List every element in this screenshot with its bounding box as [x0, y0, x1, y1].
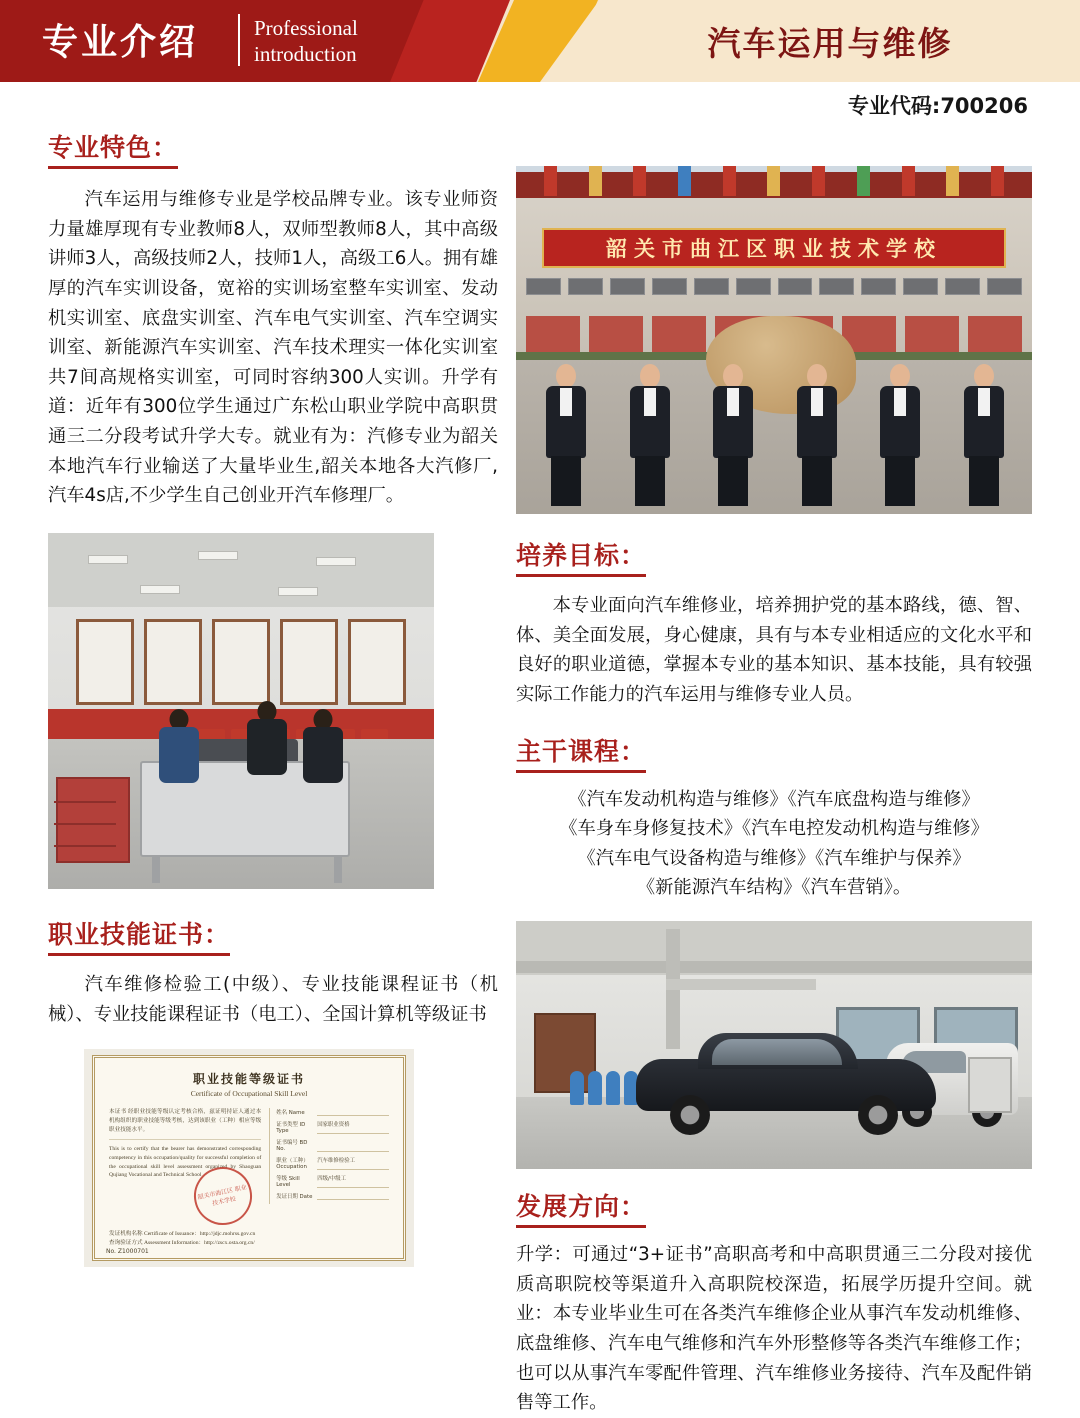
auto-repair-bay-photo [516, 921, 1032, 1169]
certificate-field [276, 1108, 389, 1116]
workshop-training-photo [48, 533, 434, 889]
certificate-seal: 韶关市曲江区 职业技术学校 [189, 1162, 258, 1231]
course-line: 《汽车电气设备构造与维修》《汽车维护与保养》 [577, 847, 971, 869]
certificate-field-label: 证书类型 ID Type [276, 1122, 306, 1135]
header-title-cn: 专业介绍 [42, 22, 199, 63]
person [872, 362, 928, 514]
certificates-heading: 职业技能证书： [48, 915, 230, 956]
school-name-text: 韶关市曲江区职业技术学校 [606, 237, 942, 261]
certificate-title: 职业技能等级证书 [192, 1072, 305, 1087]
certificate-footer-1: 发证机构名称 Certificate of Issuance：http://jdjc.mohrss.gov.cn [109, 1231, 256, 1238]
certificate-paragraph-en: This is to certify that the bearer has demonstrated corresponding competency in this occupation/quality for successful completion of the occupational skill level assessment organized by Shaoguan Qujiang Vocational and Technical School [109, 1146, 262, 1179]
development-body: 升学：可通过“3+证书”高职高考和中高职贯通三二分段对接优质高职院校等渠道升入高职院校深造，拓展学历提升空间。就业：本专业毕业生可在各类汽车维修企业从事汽车发动机维修、底盘维修、汽车电气维修和汽车外形整修等各类汽车维修工作；也可以从事汽车零配件管理、汽车维修业务接待、汽车及配件销售等工作。 [516, 1244, 1032, 1414]
certificate-paragraph-cn: 本证书 经职业技能等级认定考核合格，兹证明持证人通过本机构组织的职业技能等级考核，达到该职业（工种）相应等级职业技能水平。 [109, 1109, 262, 1133]
major-name: 汽车运用与维修 [707, 24, 953, 63]
course-line: 《车身车身修复技术》《汽车电控发动机构造与维修》 [559, 818, 989, 840]
header-divider [238, 14, 240, 66]
certificate-field-value [317, 1138, 389, 1152]
skill-certificate-photo [84, 1049, 414, 1267]
goal-body: 本专业面向汽车维修业，培养拥护党的基本路线，德、智、体、美全面发展，身心健康，具有与本专业相适应的文化水平和良好的职业道德，掌握本专业的基本知识、基本技能，具有较强实际工作能力的汽车运用与维修专业人员。 [516, 595, 1032, 705]
goal-heading: 培养目标： [516, 536, 646, 577]
certificate-subtitle: Certificate of Occupational Skill Level [190, 1089, 308, 1099]
course-line: 《新能源汽车结构》《汽车营销》。 [636, 877, 912, 899]
certificate-field-value: 国家职业资格 [317, 1120, 389, 1134]
course-line: 《汽车发动机构造与维修》《汽车底盘构造与维修》 [568, 788, 980, 810]
person [705, 362, 761, 514]
major-code: 专业代码:700206 [847, 94, 1028, 118]
courses-heading: 主干课程： [516, 732, 646, 773]
certificate-field-label: 职业（工种） Occupation [276, 1158, 309, 1171]
certificate-field-value: 汽车维修检验工 [317, 1156, 389, 1170]
certificate-number [106, 1248, 149, 1255]
header-title-en [254, 16, 358, 67]
certificate-field [276, 1192, 389, 1200]
left-column [48, 128, 498, 1267]
black-sedan [636, 1033, 936, 1129]
certificate-field [276, 1120, 389, 1134]
certificate-field-value: 四级/中级工 [317, 1174, 389, 1188]
certificate-field-label: 证书编号 BD No. [276, 1140, 308, 1153]
person [789, 362, 845, 514]
school-name-banner [542, 228, 1006, 268]
header-title-en-line1: Professional [254, 16, 358, 40]
certificate-field-value [317, 1192, 389, 1200]
certificate-footer-2: 查询验证方式 Assessment Information：http://zscx.osta.org.cn/ [109, 1239, 255, 1246]
people-row [538, 362, 1012, 514]
certificate-field-label: 等级 Skill Level [276, 1176, 300, 1189]
certificate-field-label: 姓名 Name [276, 1110, 305, 1117]
certificates-body: 汽车维修检验工(中级）、专业技能课程证书（机械）、专业技能课程证书（电工）、全国计算机等级证书 [48, 974, 498, 1025]
flag-row [544, 166, 1004, 206]
page-header [0, 0, 1080, 82]
certificate-field [276, 1156, 389, 1170]
certificate-field-value [317, 1108, 389, 1116]
certificate-number-label: No. [106, 1248, 116, 1256]
certificate-field [276, 1138, 389, 1152]
person [622, 362, 678, 514]
certificate-number-value: Z1000701 [117, 1248, 149, 1256]
right-column [516, 166, 1032, 1418]
features-heading: 专业特色： [48, 128, 178, 169]
person [956, 362, 1012, 514]
features-body: 汽车运用与维修专业是学校品牌专业。该专业师资力量雄厚现有专业教师8人，双师型教师8人，其中高级讲师3人，高级技师2人，技师1人，高级工6人。拥有雄厚的汽车实训设备，宽裕的实训场室整车实训室、发动机实训室、底盘实训室、汽车电气实训室、汽车空调实训室、新能源汽车实训室、汽车技术理实一体化实训室共7间高规格实训室，可同时容纳300人实训。升学有道：近年有300位学生通过广东松山职业学院中高职贯通三二分段考试升学大专。就业有为：汽修专业为韶关本地汽车行业输送了大量毕业生,韶关本地各大汽修厂,汽车4s店,不少学生自己创业开汽车修理厂。 [48, 189, 498, 507]
certificate-field-label: 发证日期 Date [276, 1194, 313, 1201]
courses-list [516, 785, 1032, 904]
certificate-field [276, 1174, 389, 1188]
person [538, 362, 594, 514]
school-group-photo [516, 166, 1032, 514]
header-title-en-line2: introduction [254, 41, 357, 66]
development-heading: 发展方向： [516, 1187, 646, 1228]
